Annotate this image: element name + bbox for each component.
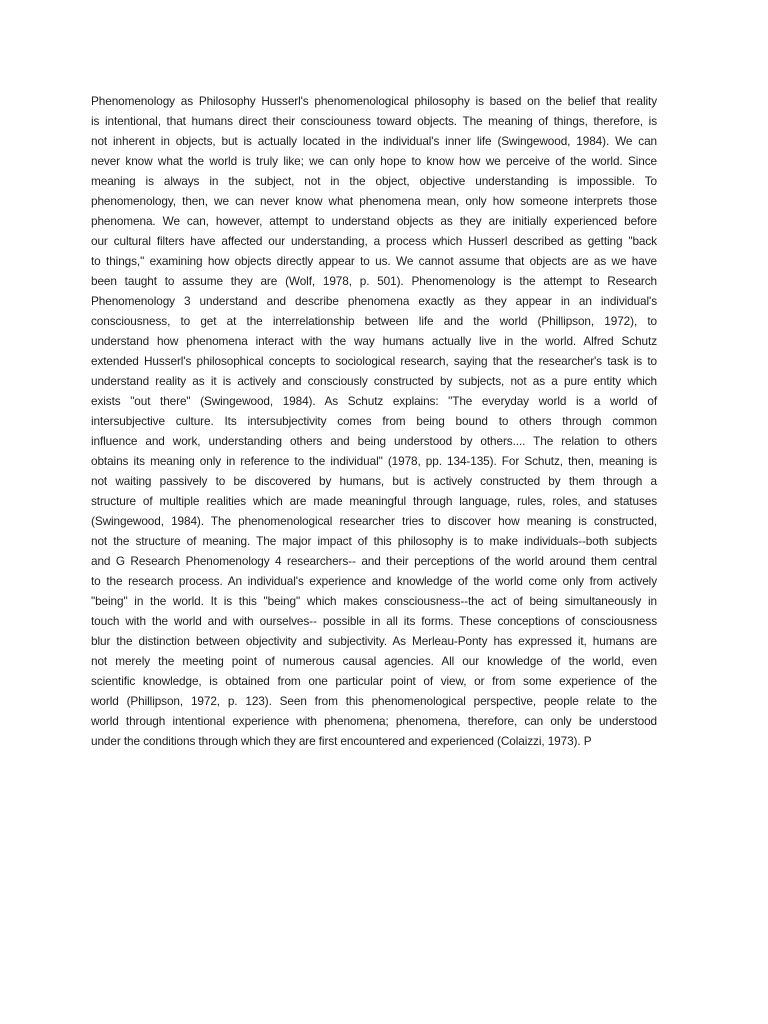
- text-line: Phenomenology as Philosophy Husserl's phenomenological philosophy is based on the belief that reality: [91, 94, 657, 108]
- text-line: understand how phenomena interact with the way humans actually live in the world. Alfred Schutz: [91, 334, 657, 348]
- text-line: structure of multiple realities which are made meaningful through language, rules, roles, and statuses: [91, 494, 657, 508]
- text-line: consciousness, to get at the interrelationship between life and the world (Phillipson, 1972), to: [91, 314, 657, 328]
- text-line: (Swingewood, 1984). The phenomenological researcher tries to discover how meaning is constructed,: [91, 514, 657, 528]
- body-paragraph: [91, 91, 657, 751]
- text-line: phenomena. We can, however, attempt to understand objects as they are initially experienced before: [91, 214, 657, 228]
- text-line: intersubjective culture. Its intersubjectivity comes from being bound to others through common: [91, 414, 657, 428]
- text-line: understand reality as it is actively and consciously constructed by subjects, not as a pure entity which: [91, 374, 657, 388]
- text-line: world (Phillipson, 1972, p. 123). Seen from this phenomenological perspective, people relate to the: [91, 694, 657, 708]
- text-line: not inherent in objects, but is actually located in the individual's inner life (Swingewood, 1984). We can: [91, 134, 657, 148]
- text-line: phenomenology, then, we can never know what phenomena mean, only how someone interprets those: [91, 194, 657, 208]
- text-line: is intentional, that humans direct their consciouness toward objects. The meaning of things, therefore, is: [91, 114, 657, 128]
- text-line: world through intentional experience with phenomena; phenomena, therefore, can only be understood: [91, 714, 657, 728]
- text-line: to things," examining how objects directly appear to us. We cannot assume that objects are as we have: [91, 254, 657, 268]
- text-line: never know what the world is truly like; we can only hope to know how we perceive of the world. Since: [91, 154, 657, 168]
- text-line: touch with the world and with ourselves-- possible in all its forms. These conceptions of consciousness: [91, 614, 657, 628]
- text-line: under the conditions through which they are first encountered and experienced (Colaizzi, 1973). P: [91, 734, 592, 748]
- text-line: and G Research Phenomenology 4 researchers-- and their perceptions of the world around them central: [91, 554, 657, 568]
- text-line: not waiting passively to be discovered by humans, but is actively constructed by them through a: [91, 474, 657, 488]
- text-line: influence and work, understanding others and being understood by others.... The relation to others: [91, 434, 657, 448]
- text-line: not the structure of meaning. The major impact of this philosophy is to make individuals--both subjects: [91, 534, 657, 548]
- text-line: Phenomenology 3 understand and describe phenomena exactly as they appear in an individual's: [91, 294, 657, 308]
- text-line: meaning is always in the subject, not in the object, objective understanding is impossible. To: [91, 174, 657, 188]
- text-line: our cultural filters have affected our understanding, a process which Husserl described as getting "back: [91, 234, 657, 248]
- text-line: exists "out there" (Swingewood, 1984). As Schutz explains: "The everyday world is a world of: [91, 394, 657, 408]
- text-line: "being" in the world. It is this "being" which makes consciousness--the act of being simultaneously in: [91, 594, 657, 608]
- text-line: extended Husserl's philosophical concepts to sociological research, saying that the researcher's task is to: [91, 354, 657, 368]
- text-line: obtains its meaning only in reference to the individual" (1978, pp. 134-135). For Schutz, then, meaning is: [91, 454, 657, 468]
- text-line: blur the distinction between objectivity and subjectivity. As Merleau-Ponty has expressed it, humans are: [91, 634, 657, 648]
- text-line: not merely the meeting point of numerous causal agencies. All our knowledge of the world, even: [91, 654, 657, 668]
- text-line: to the research process. An individual's experience and knowledge of the world come only from actively: [91, 574, 657, 588]
- text-line: been taught to assume they are (Wolf, 1978, p. 501). Phenomenology is the attempt to Research: [91, 274, 657, 288]
- text-line: scientific knowledge, is obtained from one particular point of view, or from some experience of the: [91, 674, 657, 688]
